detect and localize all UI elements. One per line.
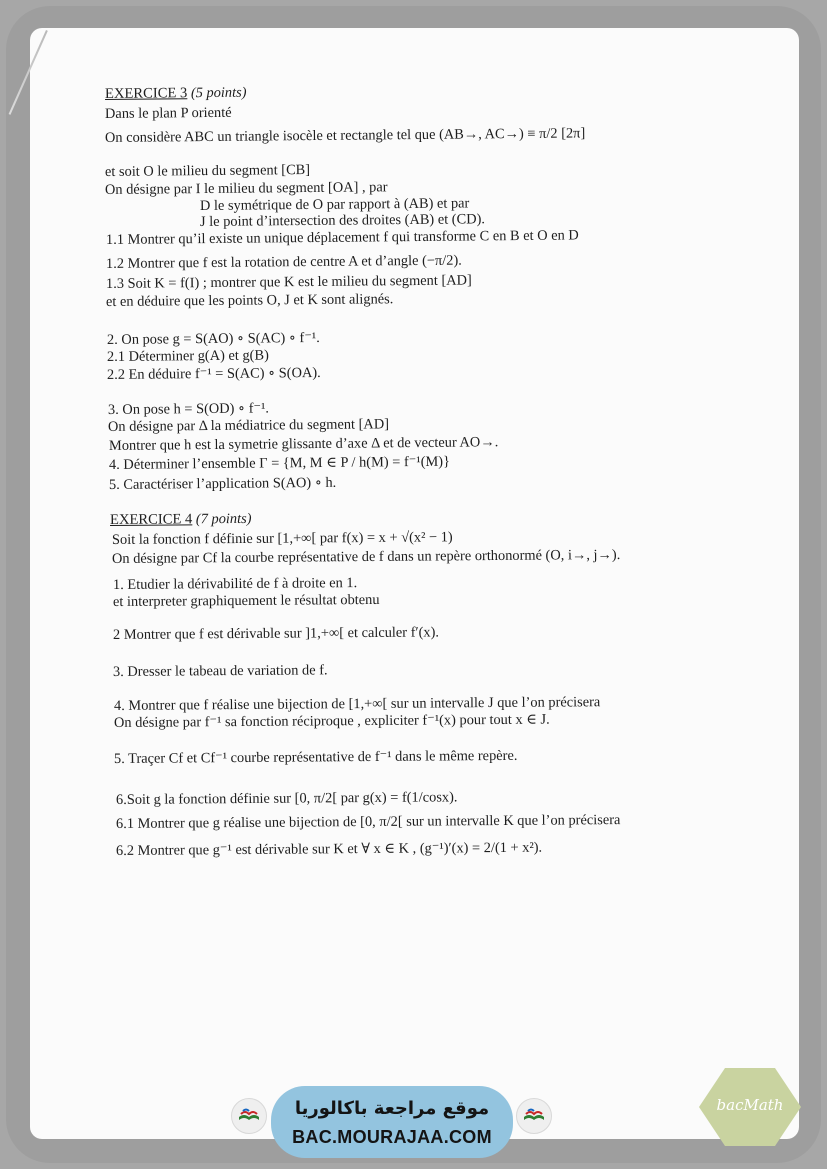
ex4-line: 3. Dresser le tabeau de variation de f. (112, 662, 328, 680)
ex3-line: 4. Déterminer l’ensemble Γ = {M, M ∈ P / h(M) = f⁻¹(M)} (108, 453, 451, 473)
ex3-line: 1.1 Montrer qu’il existe un unique déplacement f qui transforme C en B et O en D (105, 227, 579, 248)
ex3-line: Montrer que h est la symetrie glissante d’axe Δ et de vecteur AO→. (108, 434, 499, 454)
ex4-line: 4. Montrer que f réalise une bijection de [1,+∞[ sur un intervalle J que l’on précisera (113, 694, 601, 714)
exercise-3-title: EXERCICE 3 (104, 85, 188, 102)
site-name-arabic: موقع مراجعة باكالوريا (294, 1098, 490, 1119)
book-logo-icon-left (231, 1098, 267, 1134)
exercise-3-points: (5 points) (190, 84, 247, 102)
exercise-4-title: EXERCICE 4 (109, 511, 193, 528)
ex3-line: et soit O le milieu du segment [CB] (104, 162, 311, 180)
ex4-line: 6.1 Montrer que g réalise une bijection de [0, π/2[ sur un intervalle K que l’on précisera (115, 812, 621, 832)
ex3-line: 1.3 Soit K = f(I) ; montrer que K est le milieu du segment [AD] (105, 272, 472, 292)
ex4-line: 6.Soit g la fonction définie sur [0, π/2[ par g(x) = f(1/cosx). (115, 789, 458, 808)
ex4-line: On désigne par f⁻¹ sa fonction réciproque , expliciter f⁻¹(x) pour tout x ∈ J. (113, 711, 550, 731)
ex4-line: et interpreter graphiquement le résultat obtenu (112, 591, 380, 610)
ex3-line: Dans le plan P orienté (104, 104, 232, 122)
ex3-line: 2.2 En déduire f⁻¹ = S(AC) ∘ S(OA). (106, 364, 321, 383)
exercise-3-heading (105, 86, 247, 102)
ex4-line: 2 Montrer que f est dérivable sur ]1,+∞[ et calculer f′(x). (112, 624, 440, 643)
site-badge[interactable] (271, 1086, 513, 1158)
site-url[interactable]: BAC.MOURAJAA.COM (292, 1127, 492, 1147)
ex4-line: On désigne par Cf la courbe représentative de f dans un repère orthonormé (O, i→, j→). (111, 547, 621, 567)
ex3-line: 2. On pose g = S(AO) ∘ S(AC) ∘ f⁻¹. (106, 329, 320, 348)
book-logo-icon-right (516, 1098, 552, 1134)
exercise-4-points: (7 points) (195, 510, 252, 528)
ex3-line: 3. On pose h = S(OD) ∘ f⁻¹. (107, 400, 270, 418)
ex4-line: 1. Etudier la dérivabilité de f à droite en 1. (112, 575, 358, 593)
ex4-line: Soit la fonction f définie sur [1,+∞[ par f(x) = x + √(x² − 1) (111, 529, 453, 548)
ex4-line: 6.2 Montrer que g⁻¹ est dérivable sur K et ∀ x ∈ K , (g⁻¹)′(x) = 2/(1 + x²). (115, 839, 543, 859)
bacmath-logo-text: bacMath (716, 1096, 784, 1114)
ex3-line: 5. Caractériser l’application S(AO) ∘ h. (108, 474, 337, 493)
bacmath-logo (697, 1066, 803, 1152)
ex3-line: D le symétrique de O par rapport à (AB) et par (199, 195, 470, 214)
ex3-line: 2.1 Déterminer g(A) et g(B) (106, 347, 269, 365)
ex3-line: J le point d’intersection des droites (AB) et (CD). (199, 211, 486, 230)
ex4-line: 5. Traçer Cf et Cf⁻¹ courbe représentative de f⁻¹ dans le même repère. (113, 747, 518, 767)
exercise-4-heading (110, 512, 252, 528)
ex3-line: On désigne par I le milieu du segment [OA] , par (104, 179, 388, 198)
ex3-line: On désigne par Δ la médiatrice du segment [AD] (107, 416, 390, 435)
ex3-line: 1.2 Montrer que f est la rotation de centre A et d’angle (−π/2). (105, 252, 462, 272)
ex3-line: et en déduire que les points O, J et K sont alignés. (105, 291, 394, 310)
ex3-line: On considère ABC un triangle isocèle et rectangle tel que (AB→, AC→) ≡ π/2 [2π] (104, 125, 586, 146)
